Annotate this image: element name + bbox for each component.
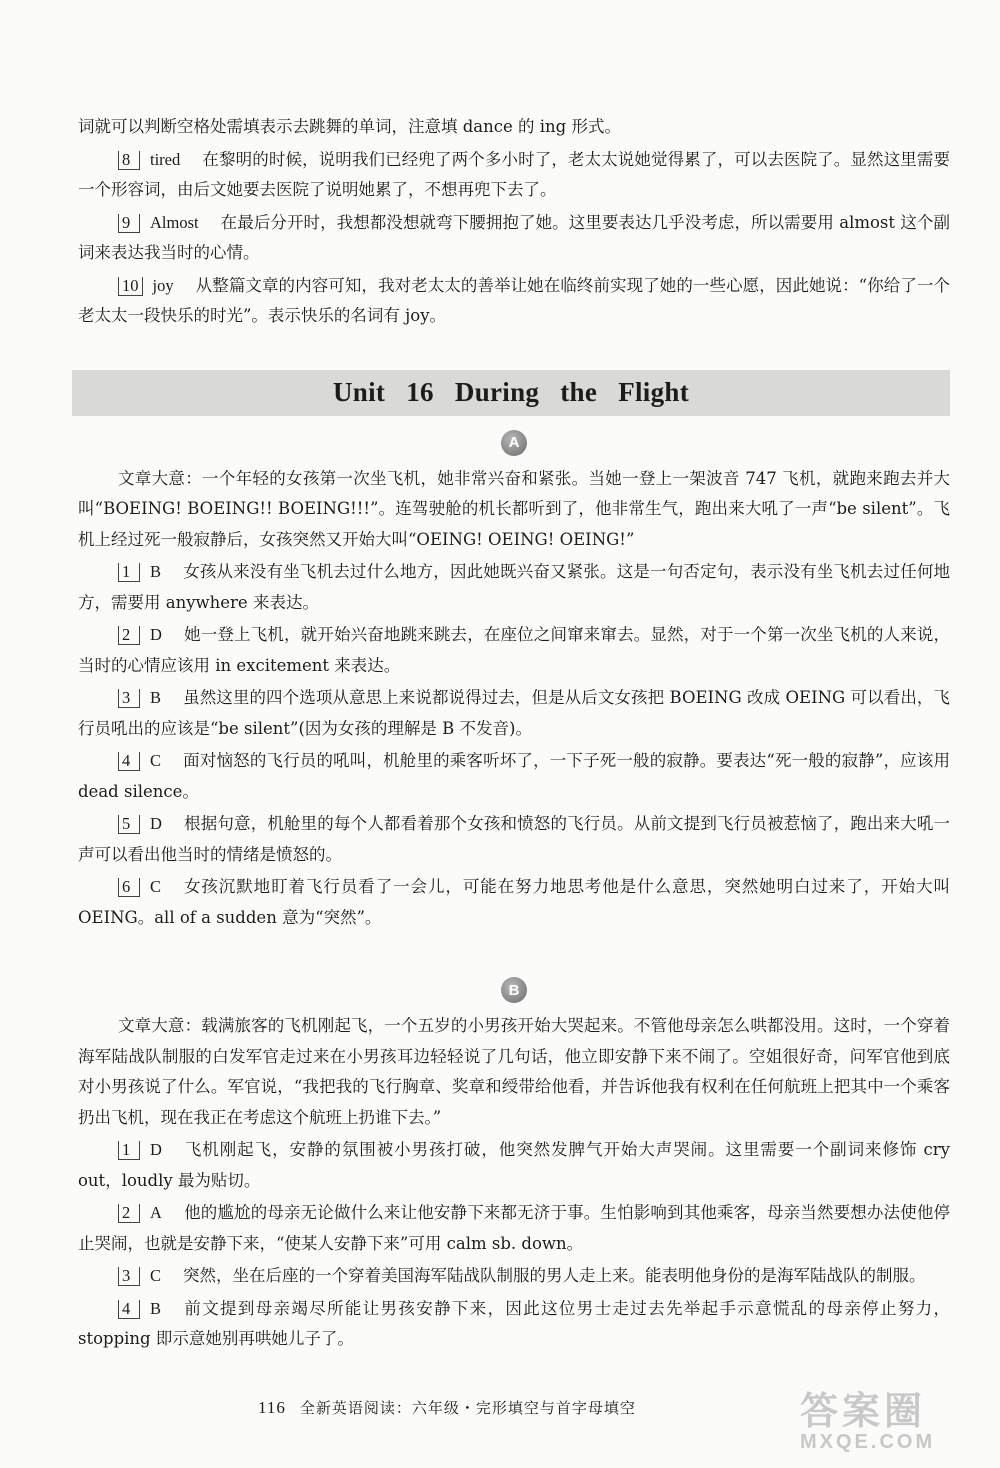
section-b-summary: 文章大意：载满旅客的飞机刚起飞，一个五岁的小男孩开始大哭起来。不管他母亲怎么哄都没用。这时，一个穿着海军陆战队制服的白发军官走过来在小男孩耳边轻轻说了几句话，他立即安静下来不闹了。空姐很好奇，问军官他到底对小男孩说了什么。军官说，“我把我的飞行胸章、奖章和绶带给他看，并告诉他我有权利在任何航班上把其中一个乘客扔出飞机，现在我正在考虑这个航班上扔谁下去。”: [78, 1016, 950, 1127]
item-number: 2: [118, 1204, 140, 1223]
page-footer: [258, 1397, 636, 1418]
item-number: 2: [118, 626, 140, 645]
answer-item: [78, 872, 950, 933]
item-answer: C: [150, 751, 162, 770]
section-a-badge: A: [501, 430, 527, 456]
section-b-badge: B: [501, 977, 527, 1003]
item-answer: joy: [152, 275, 174, 295]
answer-item: [78, 271, 950, 332]
item-explanation: 他的尴尬的母亲无论做什么来让他安静下来都无济于事。生怕影响到其他乘客，母亲当然要想办法使他停止哭闹，也就是安静下来，“使某人安静下来”可用 calm sb. down。: [78, 1203, 950, 1253]
item-answer: D: [150, 1140, 162, 1159]
book-title: 全新英语阅读：六年级・完形填空与首字母填空: [299, 1399, 636, 1417]
item-number: 1: [118, 1141, 140, 1160]
top-items: [78, 145, 950, 332]
item-answer: tired: [150, 149, 181, 169]
item-explanation: 在最后分开时，我想都没想就弯下腰拥抱了她。这里要表达几乎没考虑，所以需要用 almost 这个副词来表达我当时的心情。: [78, 212, 950, 262]
page-number: 116: [258, 1398, 286, 1417]
item-number: 3: [118, 1267, 140, 1286]
item-number: 4: [118, 752, 140, 771]
section-gap: [78, 935, 950, 969]
answer-item: [78, 1198, 950, 1259]
unit-header-bar: [72, 370, 950, 416]
item-answer: A: [150, 1203, 162, 1222]
item-explanation: 她一登上飞机，就开始兴奋地跳来跳去，在座位之间窜来窜去。显然，对于一个第一次坐飞机的人来说，当时的心情应该用 in excitement 来表达。: [78, 625, 950, 675]
answer-item: [78, 1294, 950, 1355]
item-explanation: 在黎明的时候，说明我们已经兜了两个多小时了，老太太说她觉得累了，可以去医院了。显然这里需要一个形容词，由后文她要去医院了说明她累了，不想再兜下去了。: [78, 149, 950, 199]
item-number: 10: [118, 277, 143, 296]
item-number: 9: [118, 214, 140, 233]
unit-title: Unit 16 During the Flight: [332, 377, 690, 407]
item-answer: D: [150, 814, 162, 833]
item-explanation: 飞机刚起飞，安静的氛围被小男孩打破，他突然发脾气开始大声哭闹。这里需要一个副词来修饰 cry out，loudly 最为贴切。: [78, 1140, 950, 1190]
watermark-line2: MXQE.COM: [800, 1431, 936, 1453]
item-answer: B: [150, 1298, 162, 1318]
item-answer: B: [150, 562, 162, 581]
top-intro: 词就可以判断空格处需填表示去跳舞的单词，注意填 dance 的 ing 形式。: [78, 117, 621, 136]
page-body: [78, 112, 950, 1357]
item-explanation: 根据句意，机舱里的每个人都看着那个女孩和愤怒的飞行员。从前文提到飞行员被惹恼了，跑出来大吼一声可以看出他当时的情绪是愤怒的。: [78, 814, 950, 864]
item-explanation: 突然，坐在后座的一个穿着美国海军陆战队制服的男人走上来。能表明他身份的是海军陆战队的制服。: [183, 1266, 926, 1285]
section-b-items: [78, 1135, 950, 1355]
answer-item: [78, 1135, 950, 1196]
item-answer: C: [150, 1266, 162, 1285]
answer-item: [78, 809, 950, 870]
answer-item: [78, 746, 950, 807]
answer-item: [78, 1261, 950, 1292]
item-number: 1: [118, 563, 140, 582]
item-answer: B: [150, 688, 162, 707]
item-explanation: 虽然这里的四个选项从意思上来说都说得过去，但是从后文女孩把 BOEING 改成 OEING 可以看出，飞行员吼出的应该是“be silent”(因为女孩的理解是 B 不发音)。: [78, 688, 950, 738]
section-b-badge-row: [78, 977, 950, 1003]
item-explanation: 女孩沉默地盯着飞行员看了一会儿，可能在努力地思考他是什么意思，突然她明白过来了，开始大叫 OEING。all of a sudden 意为“突然”。: [78, 877, 950, 927]
answer-item: [78, 620, 950, 681]
item-number: 5: [118, 815, 140, 834]
section-a-summary: 文章大意：一个年轻的女孩第一次坐飞机，她非常兴奋和紧张。当她一登上一架波音 747 飞机，就跑来跑去并大叫“BOEING! BOEING!! BOEING!!!”。连驾驶舱的机长都听到了，他非常生气，跑出来大吼了一声“be silent”。飞机上经过死一般寂静后，女孩突然又开始大叫“OEING! OEING! OEING!”: [78, 468, 950, 549]
item-answer: Almost: [150, 212, 199, 232]
section-a-items: [78, 557, 950, 933]
item-explanation: 前文提到母亲竭尽所能让男孩安静下来，因此这位男士走过去先举起手示意慌乱的母亲停止努力，stopping 即示意她别再哄她儿子了。: [78, 1298, 950, 1348]
item-number: 6: [118, 878, 140, 897]
item-explanation: 从整篇文章的内容可知，我对老太太的善举让她在临终前实现了她的一些心愿，因此她说：“你给了一个老太太一段快乐的时光”。表示快乐的名词有 joy。: [78, 275, 950, 325]
item-explanation: 面对恼怒的飞行员的吼叫，机舱里的乘客听坏了，一下子死一般的寂静。要表达“死一般的寂静”，应该用 dead silence。: [78, 751, 950, 801]
item-number: 3: [118, 689, 140, 708]
answer-item: [78, 145, 950, 206]
item-number: 8: [118, 151, 140, 170]
answer-item: [78, 683, 950, 744]
answer-item: [78, 208, 950, 269]
item-answer: C: [150, 877, 162, 896]
section-a-badge-row: [78, 430, 950, 456]
item-number: 4: [118, 1300, 140, 1319]
watermark-line1: 答案圈: [800, 1391, 927, 1433]
item-answer: D: [150, 625, 162, 644]
item-explanation: 女孩从来没有坐飞机去过什么地方，因此她既兴奋又紧张。这是一句否定句，表示没有坐飞机去过任何地方，需要用 anywhere 来表达。: [78, 562, 950, 612]
watermark-logo: [800, 1380, 985, 1462]
answer-item: [78, 557, 950, 618]
